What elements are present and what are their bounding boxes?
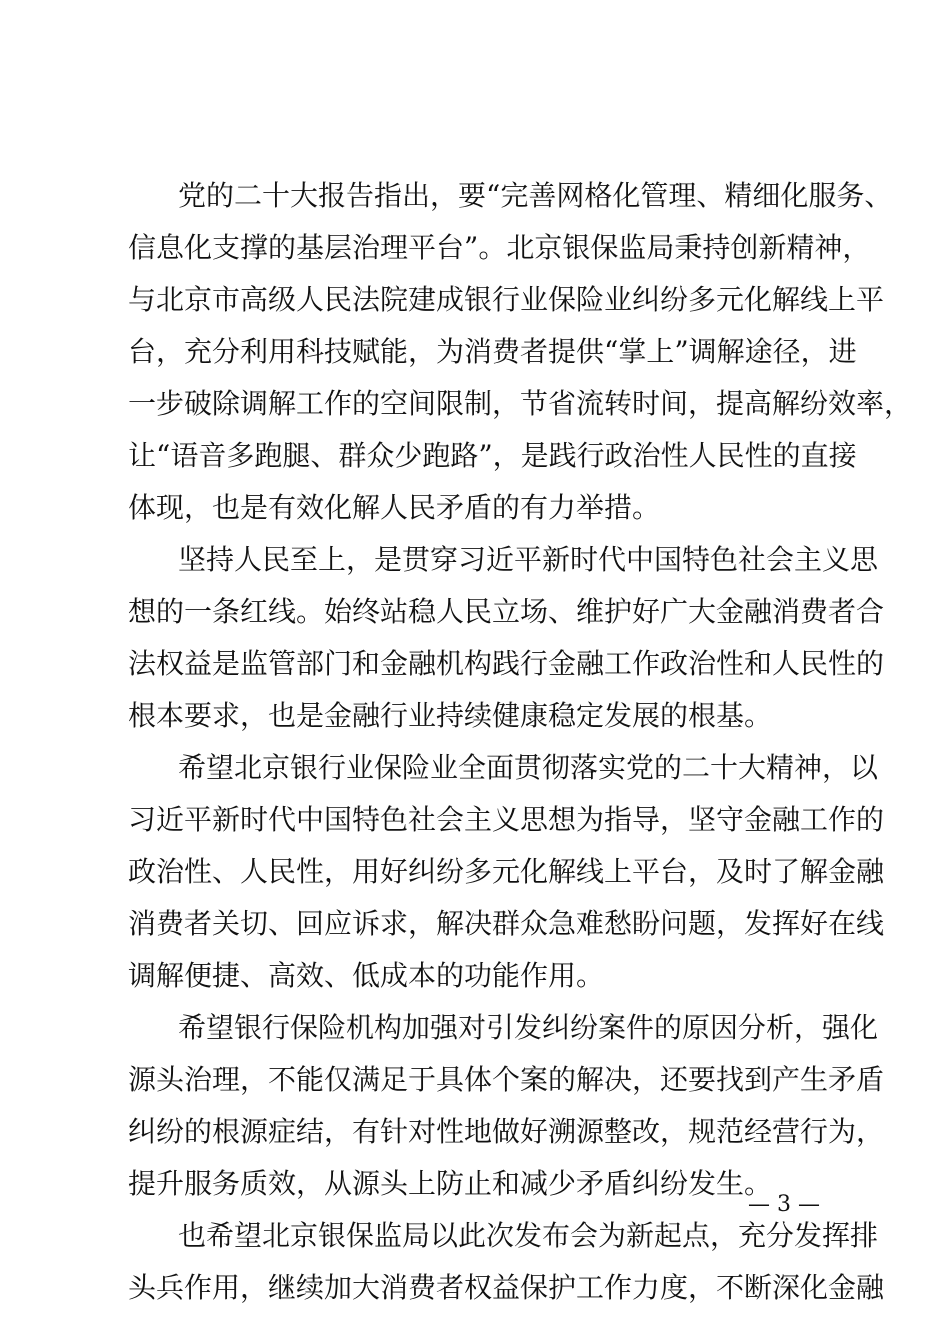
text-line: 调解便捷、高效、低成本的功能作用。 [128,959,605,992]
text-line: 提升服务质效，从源头上防止和减少矛盾纠纷发生。 [128,1167,773,1200]
text-line: 头兵作用，继续加大消费者权益保护工作力度，不断深化金融 [128,1271,885,1304]
text-line: 消费者关切、回应诉求，解决群众急难愁盼问题，发挥好在线 [128,907,885,940]
text-line: 坚持人民至上，是贯穿习近平新时代中国特色社会主义思 [178,543,879,576]
text-line: 台，充分利用科技赋能，为消费者提供“掌上”调解途径，进 [128,335,857,368]
text-line: 让“语音多跑腿、群众少跑路”，是践行政治性人民性的直接 [128,439,857,472]
text-line: 根本要求，也是金融行业持续健康稳定发展的根基。 [128,699,773,732]
text-line: 一步破除调解工作的空间限制，节省流转时间，提高解纷效率， [128,387,913,420]
text-line: 纠纷的根源症结，有针对性地做好溯源整改，规范经营行为， [128,1115,885,1148]
text-line: 习近平新时代中国特色社会主义思想为指导，坚守金融工作的 [128,803,885,836]
text-line: 与北京市高级人民法院建成银行业保险业纠纷多元化解线上平 [128,283,885,316]
text-line: 也希望北京银保监局以此次发布会为新起点，充分发挥排 [178,1219,879,1252]
text-line: 法权益是监管部门和金融机构践行金融工作政治性和人民性的 [128,647,885,680]
text-line: 信息化支撑的基层治理平台”。北京银保监局秉持创新精神， [128,231,871,264]
text-line: 政治性、人民性，用好纠纷多元化解线上平台，及时了解金融 [128,855,885,888]
page-number: — 3 — [748,1192,820,1217]
text-line: 希望银行保险机构加强对引发纠纷案件的原因分析，强化 [178,1011,879,1044]
text-line: 体现，也是有效化解人民矛盾的有力举措。 [128,491,661,524]
text-line: 党的二十大报告指出，要“完善网格化管理、精细化服务、 [178,179,893,212]
text-line: 想的一条红线。始终站稳人民立场、维护好广大金融消费者合 [128,595,885,628]
text-line: 源头治理，不能仅满足于具体个案的解决，还要找到产生矛盾 [128,1063,885,1096]
text-line: 希望北京银行业保险业全面贯彻落实党的二十大精神，以 [178,751,879,784]
